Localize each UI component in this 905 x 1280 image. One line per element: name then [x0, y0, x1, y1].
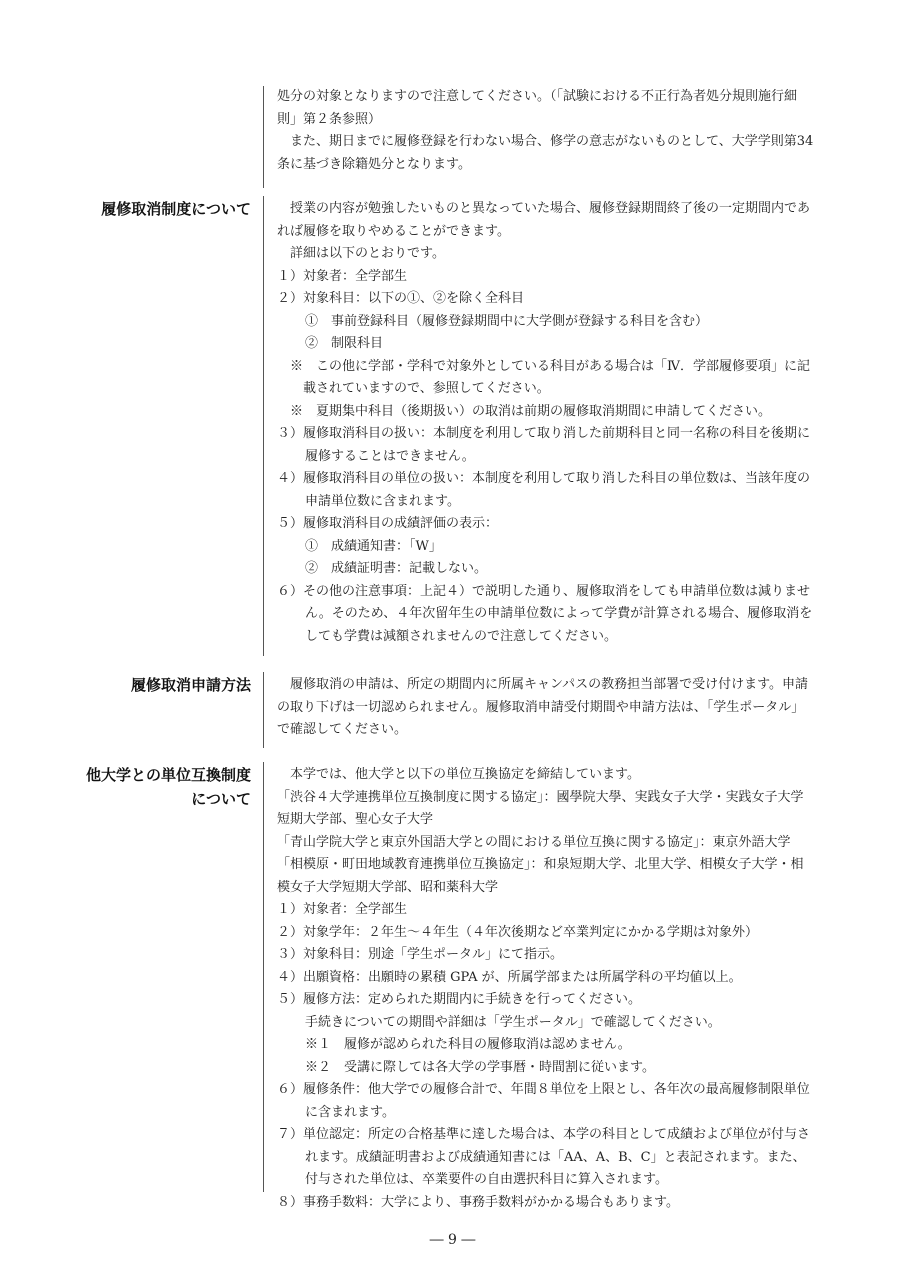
list-item-cont: しても学費は減額されませんので注意してください。 — [305, 628, 618, 644]
list-item-cont: 手続きについての期間や詳細は「学生ポータル」で確認してください。 — [305, 1014, 721, 1030]
list-subitem: ② 制限科目 — [305, 336, 384, 351]
list-item-cont: に含まれます。 — [305, 1104, 395, 1120]
list-item: ５）履修方法：定められた期間内に手続きを行ってください。 — [277, 992, 642, 1007]
intro-text — [277, 86, 852, 176]
text-line: れば履修を取りやめることができます。 — [277, 223, 510, 239]
page-number: ― 9 ― — [429, 1232, 476, 1248]
text-line: また、期日までに履修登録を行わない場合、修学の意志がないものとして、大学学則第34 — [277, 134, 814, 149]
list-item-cont: 付与された単位は、卒業要件の自由選択科目に算入されます。 — [305, 1172, 668, 1187]
heading-line: について — [191, 790, 251, 808]
text-line: 短期大学部、聖心女子大学 — [277, 812, 434, 827]
list-item-cont: れます。成績証明書および成績通知書には「AA、A、B、C」と表記されます。また、 — [305, 1149, 806, 1165]
section-heading-credit-transfer — [86, 763, 251, 811]
text-line: 条に基づき除籍処分となります。 — [277, 156, 471, 172]
list-item-cont: 履修することはできません。 — [305, 448, 475, 464]
list-item: ３）対象科目：別途「学生ポータル」にて指示。 — [277, 947, 564, 962]
text-line: 処分の対象となりますので注意してください。（「試験における不正行為者処分規則施行細 — [277, 89, 798, 104]
list-subitem: ② 成績証明書：記載しない。 — [305, 561, 488, 576]
list-item: ８）事務手数料：大学により、事務手数料がかかる場合もあります。 — [277, 1194, 679, 1210]
section-body-credit-transfer — [277, 764, 852, 1214]
list-item: ４）出願資格：出願時の累積 GPA が、所属学部または所属学科の平均値以上。 — [277, 969, 742, 985]
list-item: ５）履修取消科目の成績評価の表示： — [277, 516, 499, 531]
text-line: 模女子大学短期大学部、昭和薬科大学 — [277, 879, 499, 895]
text-line: 則」第２条参照） — [277, 111, 382, 127]
list-item: ２）対象学年：２年生～４年生（４年次後期など卒業判定にかかる学期は対象外） — [277, 924, 759, 940]
heading-line: 他大学との単位互換制度 — [85, 766, 251, 784]
vertical-rule-sec3 — [263, 762, 264, 1192]
section-body-withdrawal-system — [277, 198, 852, 648]
list-item: ４）履修取消科目の単位の扱い：本制度を利用して取り消した科目の単位数は、当該年度の — [277, 471, 811, 486]
text-line: で確認してください。 — [277, 722, 408, 737]
list-item: ３）履修取消科目の扱い：本制度を利用して取り消した前期科目と同一名称の科目を後期に — [277, 426, 811, 441]
text-line: 「青山学院大学と東京外国語大学との間における単位互換に関する協定」：東京外語大学 — [277, 834, 791, 850]
list-item: ６）その他の注意事項：上記４）で説明した通り、履修取消をしても申請単位数は減りませ — [277, 583, 811, 599]
list-item: ７）単位認定：所定の合格基準に達した場合は、本学の科目として成績および単位が付与さ — [277, 1127, 811, 1142]
section-body-withdrawal-application — [277, 674, 852, 742]
note-line: ※ 夏期集中科目（後期扱い）の取消は前期の履修取消期間に申請してください。 — [290, 403, 772, 419]
text-line: 「渋谷４大学連携単位互換制度に関する協定」：國學院大學、実践女子大学・実践女子大学 — [277, 789, 804, 805]
note-line: ※１ 履修が認められた科目の履修取消は認めません。 — [305, 1037, 631, 1052]
list-subitem: ① 事前登録科目（履修登録期間中に大学側が登録する科目を含む） — [305, 313, 709, 329]
list-item: １）対象者：全学部生 — [277, 268, 408, 284]
text-line: 詳細は以下のとおりです。 — [277, 246, 445, 261]
note-line: 載されていますので、参照してください。 — [303, 381, 550, 396]
section-heading-withdrawal-system: 履修取消制度について — [101, 200, 251, 218]
text-line: 本学では、他大学と以下の単位互換協定を締結しています。 — [277, 767, 640, 782]
list-item: １）対象者：全学部生 — [277, 902, 408, 917]
list-subitem: ① 成績通知書：「W」 — [305, 538, 442, 554]
vertical-rule-sec1 — [263, 196, 264, 656]
section-heading-withdrawal-application: 履修取消申請方法 — [130, 676, 251, 694]
text-line: の取り下げは一切認められません。履修取消申請受付期間や申請方法は、「学生ポータル」 — [277, 699, 805, 715]
list-item-cont: ん。そのため、４年次留年生の申請単位数によって学費が計算される場合、履修取消を — [305, 606, 813, 621]
text-line: 履修取消の申請は、所定の期間内に所属キャンパスの教務担当部署で受け付けます。申請 — [277, 677, 809, 692]
text-line: 授業の内容が勉強したいものと異なっていた場合、履修登録期間終了後の一定期間内であ — [277, 201, 811, 216]
note-line: ※２ 受講に際しては各大学の学事暦・時間割に従います。 — [305, 1059, 655, 1075]
list-item: ６）履修条件：他大学での履修合計で、年間８単位を上限とし、各年次の最高履修制限単位 — [277, 1082, 810, 1097]
list-item-cont: 申請単位数に含まれます。 — [305, 493, 460, 509]
vertical-rule-sec2 — [263, 672, 264, 748]
list-item: ２）対象科目：以下の①、②を除く全科目 — [277, 291, 525, 306]
vertical-rule-top — [263, 86, 264, 188]
text-line: 「相模原・町田地域教育連携単位互換協定」：和泉短期大学、北里大学、相模女子大学・相 — [277, 857, 804, 872]
note-line: ※ この他に学部・学科で対象外としている科目がある場合は「Ⅳ．学部履修要項」に記 — [290, 358, 810, 374]
